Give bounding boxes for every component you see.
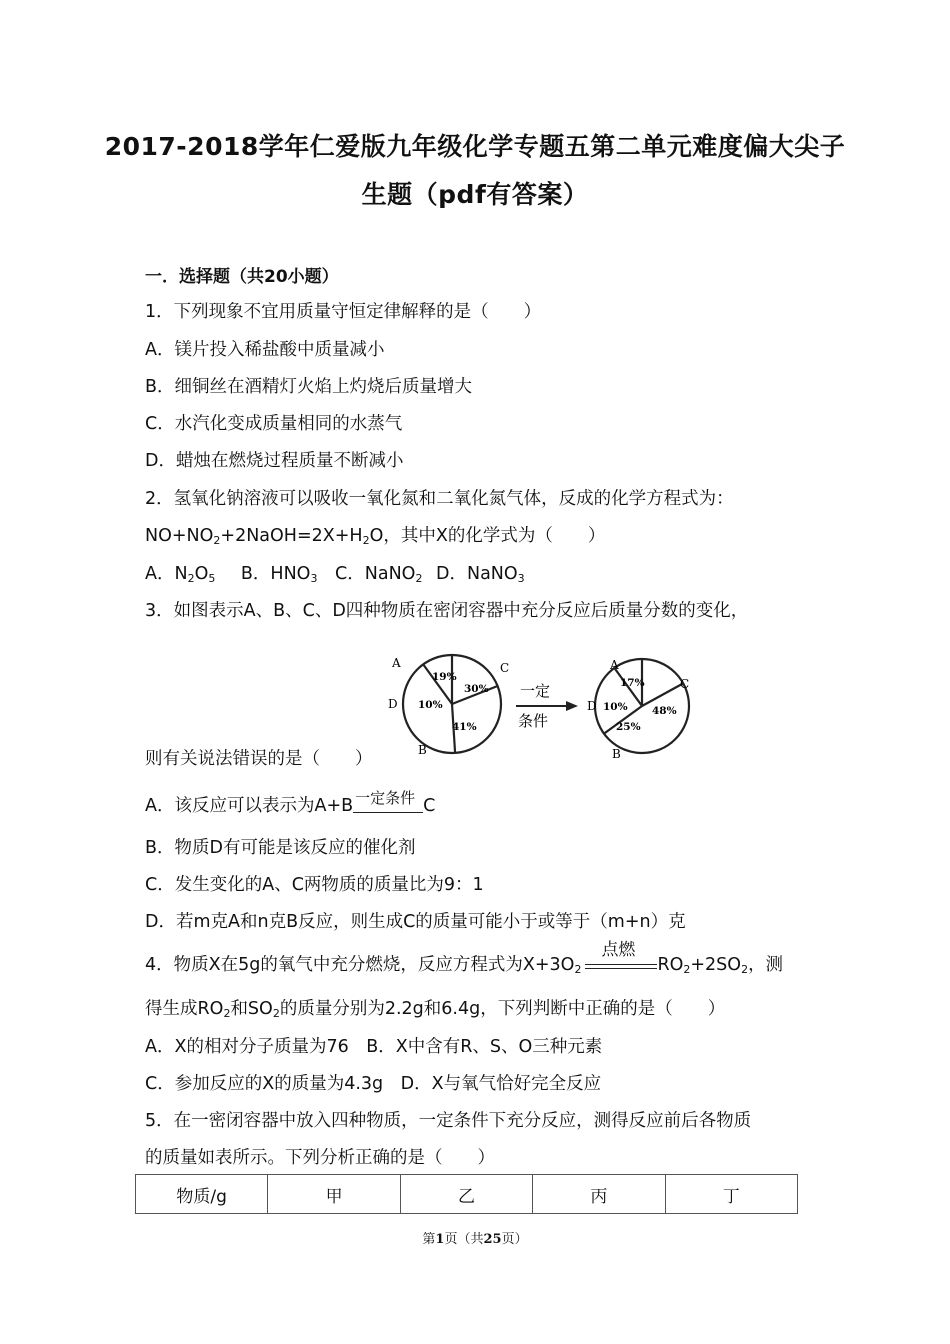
question-5-stem: 5．在一密闭容器中放入四种物质，一定条件下充分反应，测得反应前后各物质 <box>145 1111 752 1131</box>
question-2-equation: $NO+NO_2+2NaOH=2X+H_2O$，其中X的化学式为（ ） <box>145 526 606 547</box>
table-header-cell: 乙 <box>400 1175 532 1214</box>
table-header-cell: 丙 <box>533 1175 665 1214</box>
pie-after-label-a: A <box>610 658 619 672</box>
question-1-option-a: A．镁片投入稀盐酸中质量减小 <box>145 340 385 360</box>
question-1-option-c: C．水汽化变成质量相同的水蒸气 <box>145 414 403 434</box>
question-4-options-ab: A．X的相对分子质量为76 B．X中含有R、S、O三种元素 <box>145 1037 603 1057</box>
question-4-options-cd: C．参加反应的X的质量为4.3g D．X与氧气恰好完全反应 <box>145 1074 602 1094</box>
section-heading: 一．选择题（共20小题） <box>145 267 339 287</box>
question-5-stem-continued: 的质量如表所示。下列分析正确的是（ ） <box>145 1148 495 1168</box>
table-header-cell: 物质/g <box>136 1175 268 1214</box>
document-title-line-2: 生题（pdf有答案） <box>361 180 589 209</box>
pie-before-label-c: C <box>500 661 510 675</box>
question-5-table <box>135 1174 798 1214</box>
pie-after-pct-d: 10% <box>603 701 628 713</box>
question-3-option-d: D．若m克A和n克B反应，则生成C的质量可能小于或等于（m+n）克 <box>145 912 686 932</box>
question-2-option-d: D．NaNO$_3$ <box>436 564 525 585</box>
question-2-options <box>145 560 525 585</box>
question-3-stem-continued: 则有关说法错误的是（ ） <box>145 749 373 769</box>
question-4-stem-continued: 得生成$RO_2$和$SO_2$的质量分别为2.2g和6.4g，下列判断中正确的是（ ） <box>145 999 726 1020</box>
ignite-condition-sign: 点燃 <box>585 955 657 975</box>
page-footer: 第1页（共25页） <box>422 1232 528 1247</box>
question-2-stem: 2．氢氧化钠溶液可以吸收一氧化氮和二氧化氮气体，反成的化学方程式为： <box>145 489 734 509</box>
pie-after-pct-b: 25% <box>616 721 641 733</box>
pie-before-label-d: D <box>388 697 398 711</box>
pie-after-label-d: D <box>587 699 597 713</box>
question-3-option-c: C．发生变化的A、C两物质的质量比为9：1 <box>145 875 484 895</box>
pie-before-pct-a: 19% <box>432 671 457 683</box>
question-3-option-b: B．物质D有可能是该反应的催化剂 <box>145 838 416 858</box>
arrow-label-bottom: 条件 <box>518 712 549 730</box>
pie-before-pct-b: 41% <box>452 721 477 733</box>
question-1-stem: 1．下列现象不宜用质量守恒定律解释的是（ ） <box>145 302 542 322</box>
question-2-option-a: A．$N_2O_5$ <box>145 564 216 585</box>
mass-fraction-pie-figure <box>388 650 698 762</box>
pie-after-pct-a: 17% <box>620 677 645 689</box>
arrow-label-top: 一定 <box>520 682 551 700</box>
pie-before-pct-c: 30% <box>464 683 489 695</box>
question-3-option-a: A．该反应可以表示为A+B 一定条件 C <box>145 789 436 816</box>
pie-after-pct-c: 48% <box>652 705 677 717</box>
pie-after-label-c: C <box>680 677 690 691</box>
table-header-row <box>136 1175 798 1214</box>
question-2-option-c: C．NaNO$_2$ <box>335 564 423 585</box>
table-header-cell: 甲 <box>268 1175 400 1214</box>
pie-before-label-b: B <box>418 743 427 757</box>
question-4-stem: 4．物质X在5g的氧气中充分燃烧，反应方程式为$X+3O_2$ 点燃 $RO_2+2SO_2$，测 <box>145 940 784 976</box>
pie-after-slice-boundary <box>642 683 683 706</box>
reaction-condition-arrow: 一定条件 <box>353 797 423 815</box>
document-title-line-1: 2017-2018学年仁爱版九年级化学专题五第二单元难度偏大尖子 <box>104 132 846 161</box>
question-1-option-b: B．细铜丝在酒精灯火焰上灼烧后质量增大 <box>145 377 473 397</box>
question-2-option-b: B．$HNO_3$ <box>240 564 318 585</box>
question-3-stem: 3．如图表示A、B、C、D四种物质在密闭容器中充分反应后质量分数的变化， <box>145 601 749 621</box>
pie-after-label-b: B <box>612 747 621 761</box>
question-1-option-d: D．蜡烛在燃烧过程质量不断减小 <box>145 451 404 471</box>
pie-before-label-a: A <box>392 656 401 670</box>
table-header-cell: 丁 <box>665 1175 797 1214</box>
pie-before-pct-d: 10% <box>418 699 443 711</box>
